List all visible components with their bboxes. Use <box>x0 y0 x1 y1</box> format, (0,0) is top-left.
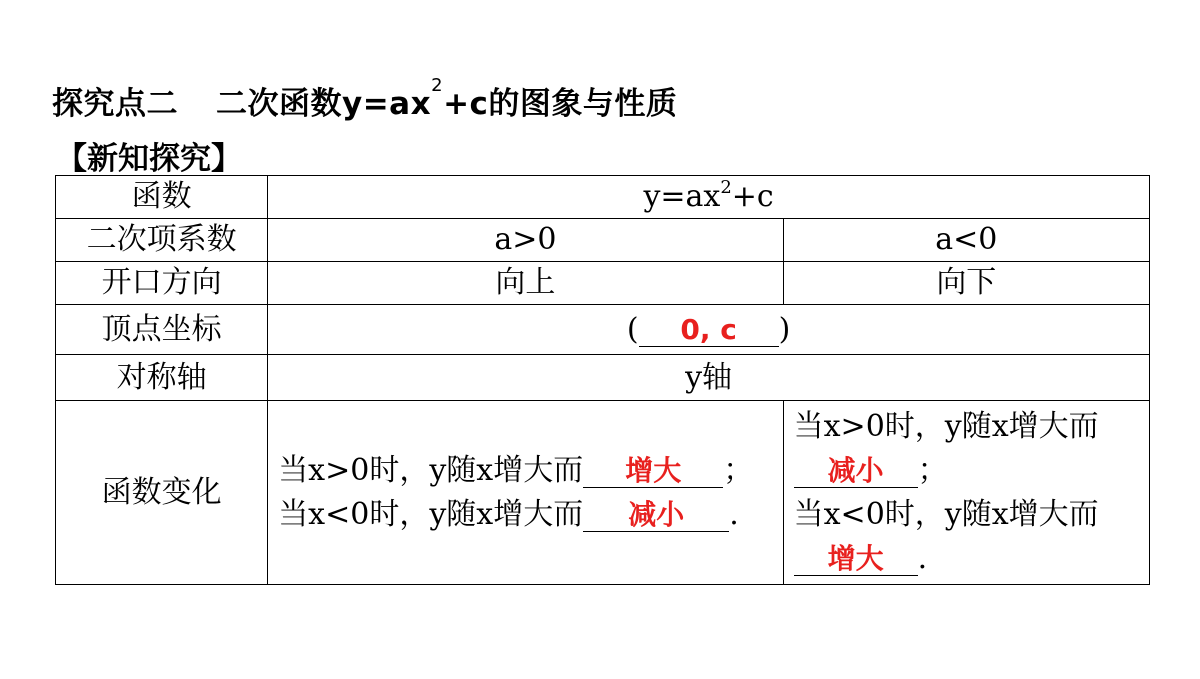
function-formula: $y=ax^2+c$ <box>268 176 1150 219</box>
row-label: 函数变化 <box>56 401 268 585</box>
neg-answer-2: 增大 <box>827 541 884 575</box>
opening-positive: 向上 <box>268 262 783 305</box>
row-label: 顶点坐标 <box>56 305 268 355</box>
vertex-answer: 0, c <box>680 312 737 346</box>
row-label: 二次项系数 <box>56 219 268 262</box>
title-rest: +c的图象与性质 <box>443 86 678 122</box>
pos-answer-1: 增大 <box>625 453 682 487</box>
table-row-vertex <box>56 305 1150 355</box>
row-label: 开口方向 <box>56 262 268 305</box>
table-row-function <box>56 176 1150 219</box>
table-row-change <box>56 401 1150 585</box>
change-negative: 当x>0时，y随x增大而 减小 ； 当x<0时，y随x增大而 增大 . <box>783 401 1149 585</box>
title-superscript: 2 <box>431 75 444 96</box>
table-row-coefficient <box>56 219 1150 262</box>
vertex-value: ( 0, c ) <box>268 305 1150 355</box>
opening-negative: 向下 <box>783 262 1149 305</box>
table-row-axis <box>56 355 1150 401</box>
row-label: 对称轴 <box>56 355 268 401</box>
section-heading: 【新知探究】 <box>56 141 242 177</box>
coef-negative: a<0 <box>783 219 1149 262</box>
coef-positive: a>0 <box>268 219 783 262</box>
properties-table <box>55 175 1150 585</box>
axis-value: y轴 <box>268 355 1150 401</box>
neg-answer-1: 减小 <box>827 453 884 487</box>
title-part-label: 探究点二 <box>52 86 178 122</box>
page-title <box>52 75 678 123</box>
pos-answer-2: 减小 <box>628 497 685 531</box>
change-positive: 当x>0时，y随x增大而 增大 ； 当x<0时，y随x增大而 减小 . <box>268 401 783 585</box>
table-row-opening <box>56 262 1150 305</box>
title-formula: 二次函数y=ax <box>216 86 432 122</box>
row-label: 函数 <box>56 176 268 219</box>
